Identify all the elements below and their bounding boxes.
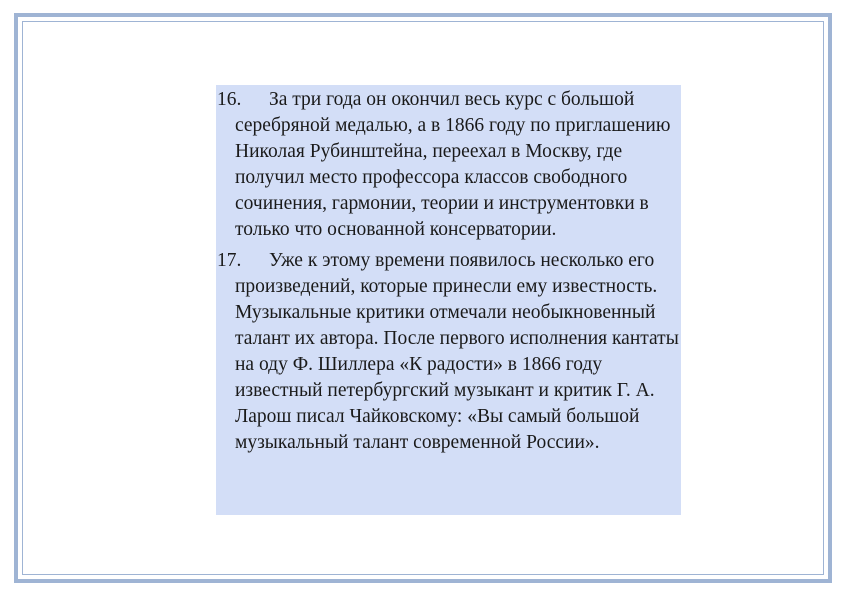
- paragraph-body: За три года он окончил весь курс с большой серебряной медалью, а в 1866 году по приглашению Николая Рубинштейна, переехал в Москву, где получил место профессора классов свободного сочинения, гармонии, теории и инструментовки в только что основанной консерватории.: [235, 89, 671, 240]
- text-box: [216, 85, 681, 515]
- paragraph-16: [216, 87, 681, 243]
- paragraph-number: 16.: [217, 89, 242, 110]
- paragraph-17: [216, 248, 681, 456]
- paragraph-body: Уже к этому времени появилось несколько его произведений, которые принесли ему известность. Музыкальные критики отмечали необыкновенный талант их автора. После первого исполнения кантаты на оду Ф. Шиллера «К радости» в 1866 году известный петербургский музыкант и критик Г. А. Ларош писал Чайковскому: «Вы самый большой музыкальный талант современной России».: [235, 250, 679, 453]
- paragraph-text: [235, 248, 681, 456]
- paragraph-number: 17.: [217, 250, 242, 271]
- paragraph-text: [235, 87, 681, 243]
